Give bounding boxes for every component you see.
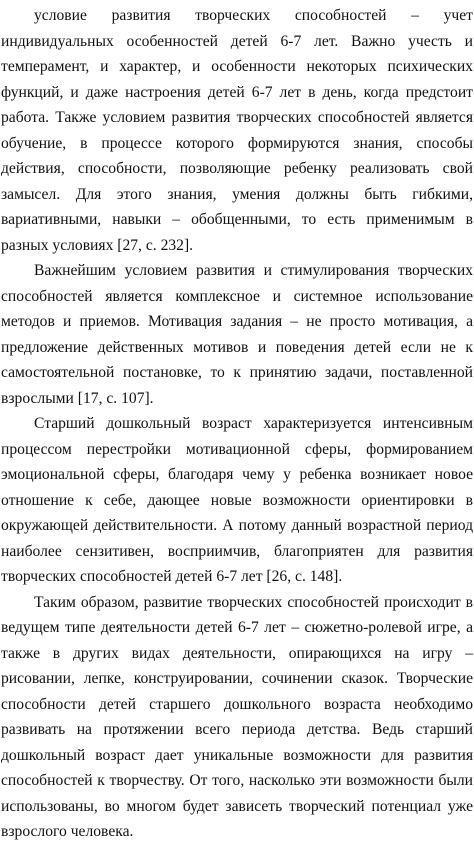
paragraph-4: Таким образом, развитие творческих способностей происходит в ведущем типе деятельности детей 6-7 лет – сюжетно-ролевой игре, а также в других видах деятельности, опирающихся на игру – рисовании, лепке, конструировании, сочинении сказок. Творческие способности детей старшего дошкольного возраста необходимо развивать на протяжении всего периода детства. Ведь старший дошкольный возраст дает уникальные возможности для развития способностей к творчеству. От того, насколько эти возможности были использованы, во многом будет зависеть творческий потенциал уже взрослого человека.: [1, 593, 473, 840]
paragraph-3: Старший дошкольный возраст характеризуется интенсивным процессом перестройки мотивационной сферы, формированием эмоциональной сферы, благодаря чему у ребенка возникает новое отношение к себе, дающее новые возможности ориентировки в окружающей действительности. А потому данный возрастной период наиболее сензитивен, восприимчив, благоприятен для развития творческих способностей детей 6-7 лет [26, с. 148].: [1, 415, 473, 585]
paragraph-1: условие развития творческих способностей – учет индивидуальных особенностей детей 6-7 лет. Важно учесть и темперамент, и характер, и особенности некоторых психических функций, и даже настроения детей 6-7 лет в день, когда предстоит работа. Также условием развития творческих способностей является обучение, в процессе которого формируются знания, способы действия, способности, позволяющие ребенку реализовать свой замысел. Для этого знания, умения должны быть гибкими, вариативными, навыки – обобщенными, то есть применимым в разных условиях [27, с. 232].: [1, 7, 473, 254]
paragraph-2: Важнейшим условием развития и стимулирования творческих способностей является комплексное и системное использование методов и приемов. Мотивация задания – не просто мотивация, а предложение действенных мотивов и поведения детей если не к самостоятельной постановке, то к принятию задачи, поставленной взрослыми [17, с. 107].: [1, 262, 473, 407]
